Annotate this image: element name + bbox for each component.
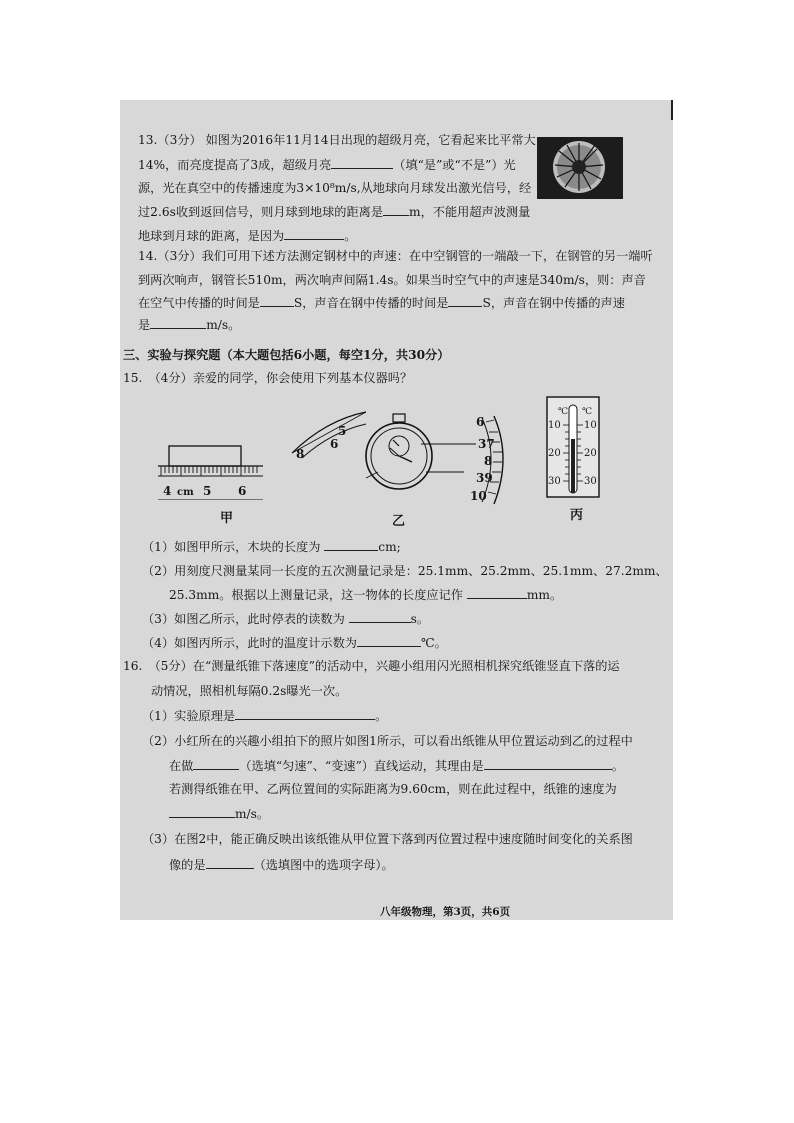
scale-label-6: 6 [476,415,485,429]
q16-part-1: （1）实验原理是 。 [142,709,388,723]
q13-blank-2[interactable] [383,203,409,216]
thermometer-unit-right: ℃ [582,407,593,417]
section-3-heading: 三、实验与探究题（本大题包括6小题，每空1分，共30分） [123,348,450,362]
page-footer: 八年级物理，第3页，共6页 [380,906,511,918]
thermometer-left-30: 30 [548,476,561,487]
q14-line-4: 是 m/s。 [138,318,241,332]
q15-part-4: （4）如图丙所示，此时的温度计示数为 ℃。 [142,636,447,650]
scale-label-10: 10 [470,489,487,503]
stopwatch-outer-label-5: 5 [338,424,347,438]
scale-label-8: 8 [484,454,493,468]
q14-line-1: 14.（3分）我们可用下述方法测定钢材中的声速：在中空钢管的一端敲一下，在钢管的另一端听 [138,249,653,263]
ruler-tick-label-5: 5 [203,484,212,498]
thermometer-right-30: 30 [584,476,597,487]
q16-blank-4[interactable] [169,805,235,818]
q14-line-2: 到两次响声，钢管长510m，两次响声间隔1.4s。如果当时空气中的声速是340m/s，则：声音 [138,273,646,287]
thermometer-left-10: 10 [548,420,561,431]
q13-line-1: 13.（3分） 如图为2016年11月14日出现的超级月亮，它看起来比平常大 [138,133,536,147]
q13-line-2: 14%，而亮度提高了3成，超级月亮 （填“是”或“不是”）光 [138,158,516,172]
q14-blank-3[interactable] [150,316,206,329]
thermometer-right-20: 20 [584,448,597,459]
q15-part-2-line-1: （2）用刻度尺测量某同一长度的五次测量记录是：25.1mm、25.2mm、25.1mm、27.2mm、 [142,564,668,578]
thermometer-left-20: 20 [548,448,561,459]
q16-part-2-line-1: （2）小红所在的兴趣小组拍下的照片如图1所示，可以看出纸锥从甲位置运动到乙的过程中 [142,734,633,748]
figure-label-bing: 丙 [570,508,584,523]
ruler-tick-label-4: 4 [163,484,172,498]
q16-part-2-line-3: 若测得纸锥在甲、乙两位置间的实际距离为9.60cm，则在此过程中，纸锥的速度为 [169,782,617,796]
q15-title: 15. （4分）亲爱的同学，你会使用下列基本仪器吗？ [123,371,413,385]
q15-part-2-line-2: 25.3mm。根据以上测量记录，这一物体的长度应记作 mm。 [169,588,563,602]
q14-blank-2[interactable] [448,294,482,307]
scale-label-39: 39 [476,471,493,485]
q13-line-3: 源，光在真空中的传播速度为3×10⁸m/s,从地球向月球发出激光信号，经 [138,181,532,195]
ruler-tick-label-6: 6 [238,484,247,498]
q16-part-2-line-4: m/s。 [169,805,269,822]
page-edge [671,100,673,120]
q16-blank-3[interactable] [484,757,612,770]
q16-part-3-line-2: 像的是 （选填图中的选项字母）。 [169,858,394,872]
thermometer-unit-left: ℃ [558,407,569,417]
q16-part-3-line-1: （3）在图2中，能正确反映出该纸锥从甲位置下落到丙位置过程中速度随时间变化的关系图 [142,832,633,846]
q13-blank-1[interactable] [331,156,393,169]
q14-line-3: 在空气中传播的时间是 S，声音在钢中传播的时间是 S，声音在钢中传播的声速 [138,296,625,310]
thermometer-right-10: 10 [584,420,597,431]
figure-label-jia: 甲 [220,511,234,526]
scale-label-37: 37 [478,437,495,451]
q16-blank-1[interactable] [235,707,375,720]
q15-blank-4[interactable] [357,634,421,647]
q13-line-4: 过2.6s收到返回信号，则月球到地球的距离是 m，不能用超声波测量 [138,205,531,219]
ruler-unit-label: cm [177,487,194,498]
q16-blank-5[interactable] [206,856,254,869]
q14-blank-1[interactable] [260,294,294,307]
q16-line-1: 16. （5分）在“测量纸锥下落速度”的活动中，兴趣小组用闪光照相机探究纸锥竖直下落的运 [123,659,620,673]
q15-blank-3[interactable] [349,610,411,623]
q16-part-2-line-2: 在做 （选填“匀速”、“变速”）直线运动，其理由是 。 [169,759,624,773]
stopwatch-outer-label-8: 8 [296,447,305,461]
q13-blank-3[interactable] [284,227,344,240]
stopwatch-outer-label-6: 6 [330,437,339,451]
q15-blank-1[interactable] [324,538,378,551]
q13-line-5: 地球到月球的距离，是因为 。 [138,229,357,243]
supermoon-photo [537,137,623,199]
q15-blank-2[interactable] [467,586,527,599]
q15-part-1: （1）如图甲所示，木块的长度为 cm; [142,540,401,554]
q16-line-2: 动情况，照相机每隔0.2s曝光一次。 [151,684,348,698]
q15-part-3: （3）如图乙所示，此时停表的读数为 s。 [142,612,430,626]
q16-blank-2[interactable] [193,757,239,770]
figure-label-yi: 乙 [392,514,406,529]
